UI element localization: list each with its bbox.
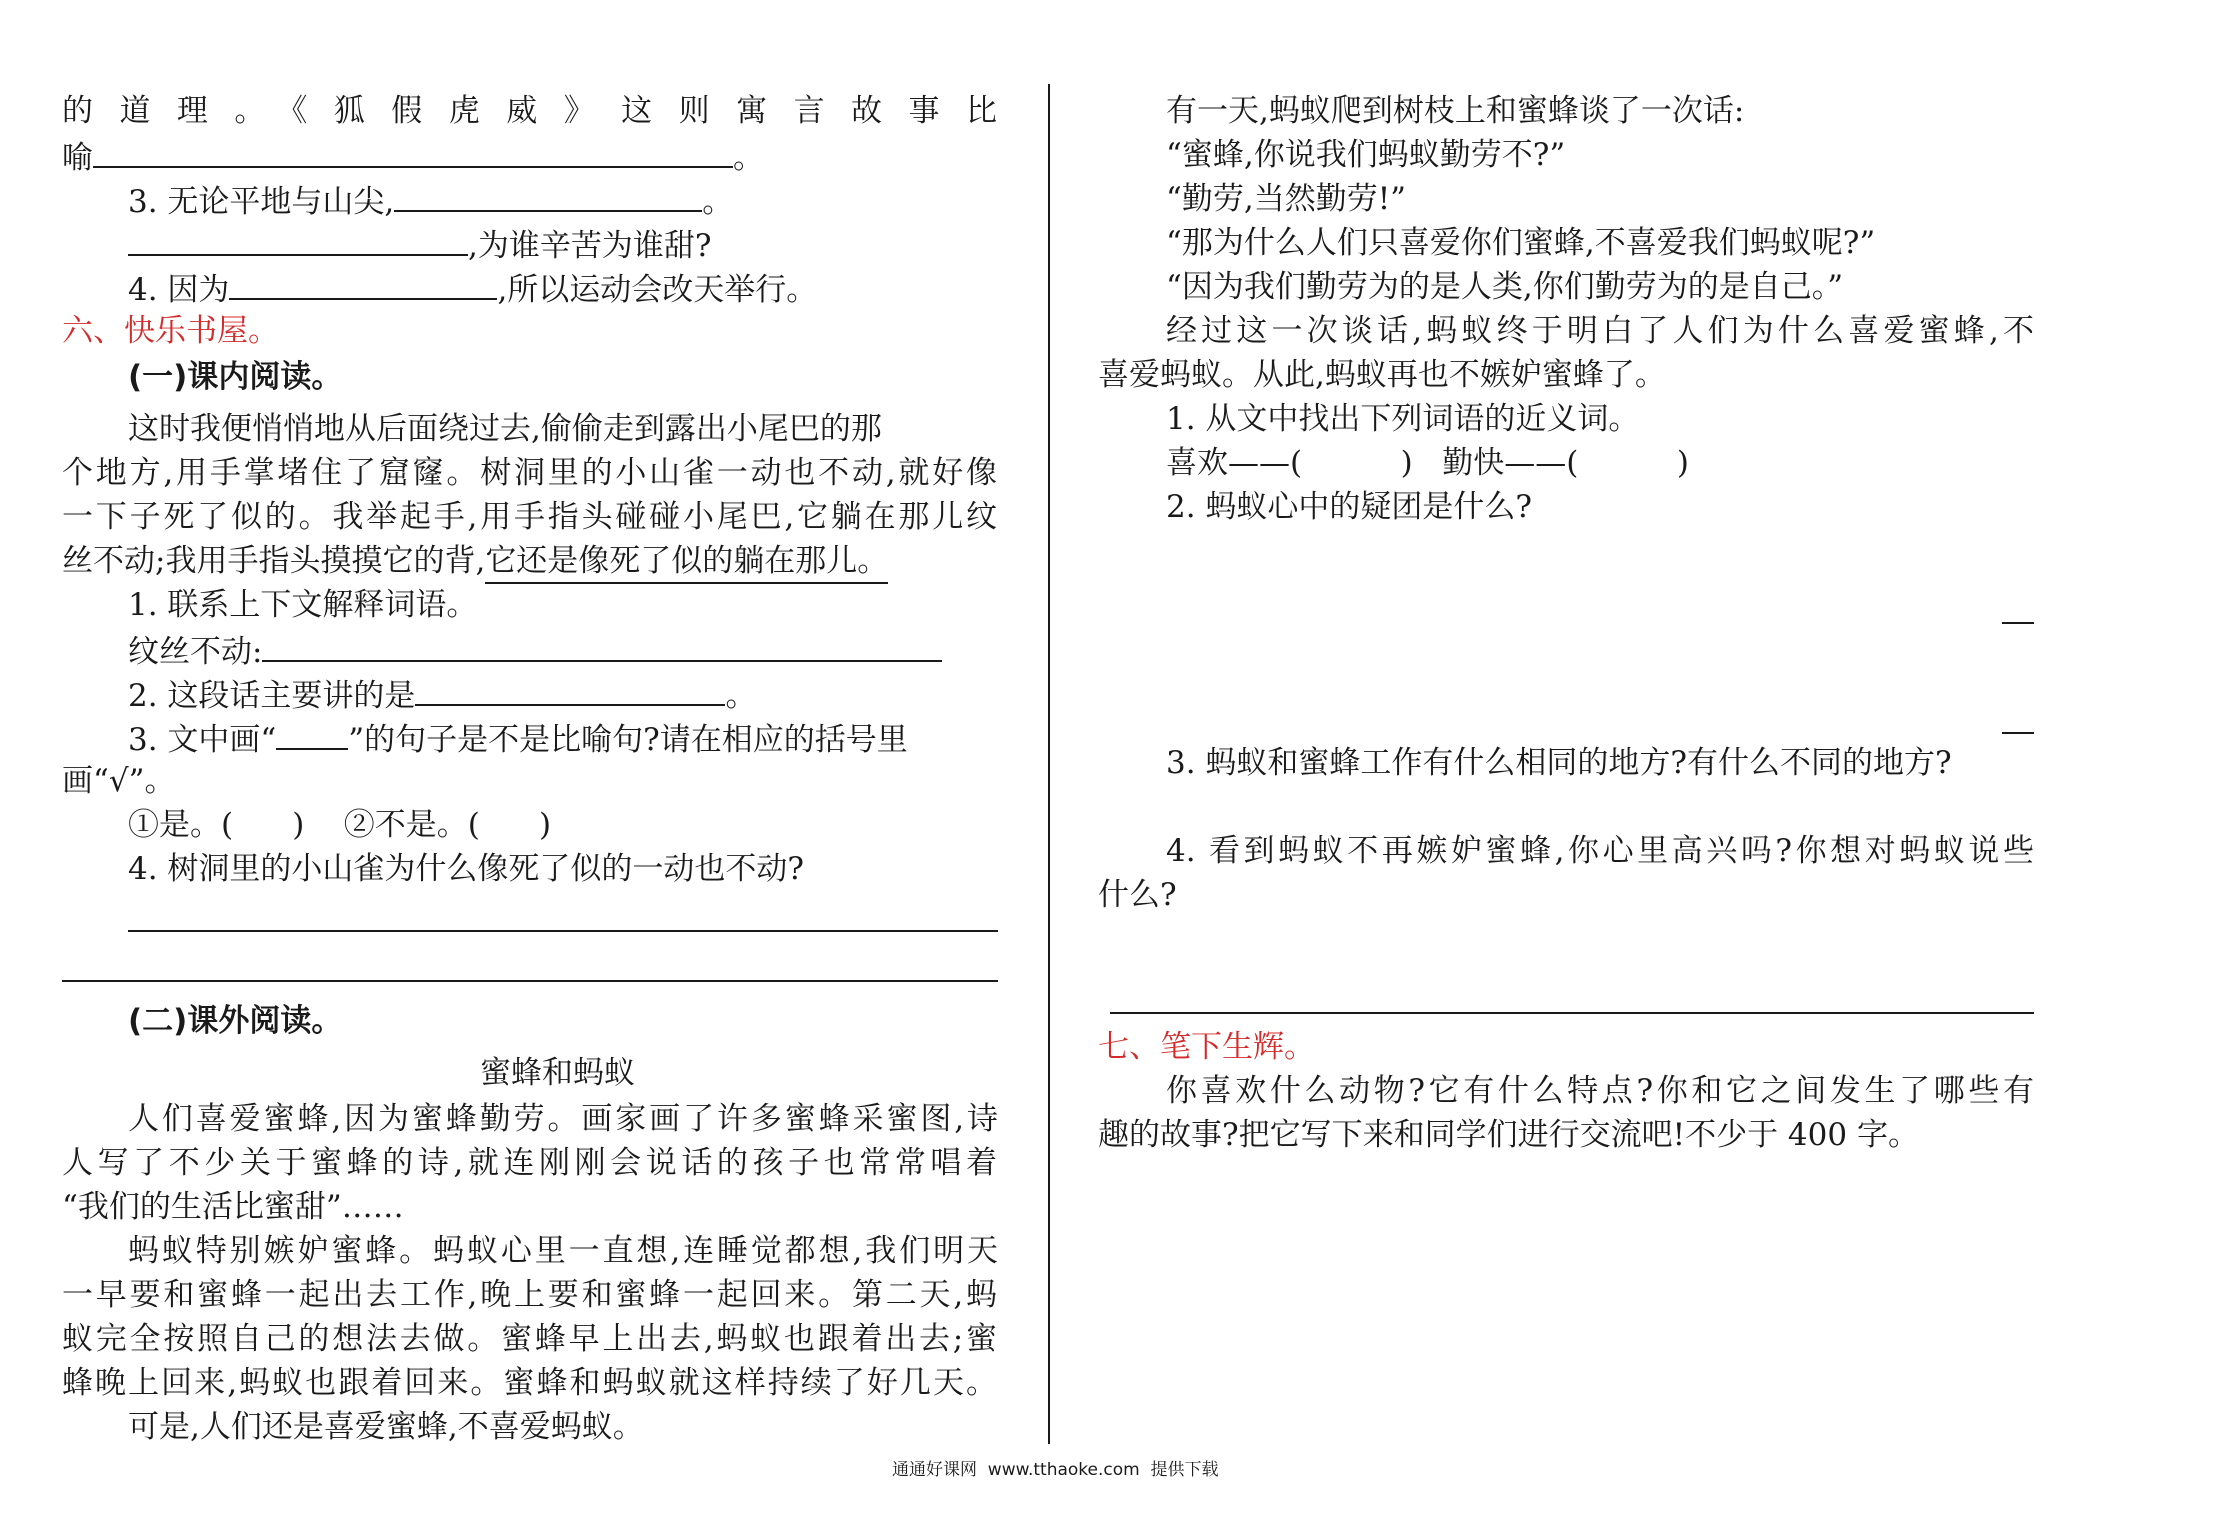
story-line: 一早要和蜜蜂一起出去工作,晚上要和蜜蜂一起回来。第二天,蚂 [62,1277,997,1313]
answer-line[interactable] [2002,622,2034,624]
reading-question-4: 4. 树洞里的小山雀为什么像死了似的一动也不动? [128,851,805,887]
text-fragment: 。 [733,140,764,176]
column-divider [1048,84,1050,1444]
reading-question-3-options[interactable]: ①是。( ) ②不是。( ) [128,807,552,843]
story-line: 蚂蚁特别嫉妒蜜蜂。蚂蚁心里一直想,连睡觉都想,我们明天 [128,1233,998,1269]
passage-line [62,543,889,579]
answer-line[interactable] [2002,732,2034,734]
answer-blank[interactable] [229,272,497,300]
story-title: 蜜蜂和蚂蚁 [480,1055,635,1091]
text-fragment: 丝不动;我用手指头摸摸它的背, [62,543,486,579]
writing-prompt-line: 趣的故事?把它写下来和同学们进行交流吧!不少于 400 字。 [1098,1117,1919,1153]
answer-line[interactable] [1110,1012,2034,1014]
reading-question-2: 2. 蚂蚁心中的疑团是什么? [1166,489,1533,525]
answer-blank[interactable] [128,228,468,256]
reading-question-3 [128,722,908,756]
reading-question-4: 4. 看到蚂蚁不再嫉妒蜜蜂,你心里高兴吗?你想对蚂蚁说些 [1166,833,2034,869]
text-fragment: 3. 无论平地与山尖, [128,184,395,220]
question-3 [128,184,733,218]
story-line: 喜爱蚂蚁。从此,蚂蚁再也不嫉妒蜜蜂了。 [1098,357,1666,393]
left-line-2 [62,140,764,174]
answer-line[interactable] [62,980,998,982]
story-line: 经过这一次谈话,蚂蚁终于明白了人们为什么喜爱蜜蜂,不 [1166,313,2034,349]
story-line: 可是,人们还是喜爱蜜蜂,不喜爱蚂蚁。 [128,1409,644,1445]
answer-line[interactable] [128,930,998,932]
text-fragment: 纹丝不动: [128,634,263,670]
answer-blank[interactable] [262,634,942,662]
reading-question-3-cont: 画“√”。 [62,763,176,799]
text-fragment: 。 [725,678,757,714]
reading-question-1a [128,634,942,668]
text-fragment: ,所以运动会改天举行。 [497,272,818,308]
reading-question-1: 1. 联系上下文解释词语。 [128,587,478,623]
text-fragment: ,为谁辛苦为谁甜? [468,228,712,264]
answer-blank[interactable] [415,678,725,706]
writing-prompt-line: 你喜欢什么动物?它有什么特点?你和它之间发生了哪些有 [1166,1073,2034,1109]
section-6-heading: 六、快乐书屋。 [62,313,279,349]
story-line: 蜂晚上回来,蚂蚁也跟着回来。蜜蜂和蚂蚁就这样持续了好几天。 [62,1365,997,1401]
text-fragment: 。 [702,184,734,220]
underlined-sentence: 它还是像死了似的躺在那儿。 [485,543,888,584]
story-line: 人们喜爱蜜蜂,因为蜜蜂勤劳。画家画了许多蜜蜂采蜜图,诗 [128,1101,998,1137]
passage-line: 一下子死了似的。我举起手,用手指头碰碰小尾巴,它躺在那儿纹 [62,499,997,535]
story-line: “蜜蜂,你说我们蚂蚁勤劳不?” [1166,137,1566,173]
story-line: “因为我们勤劳为的是人类,你们勤劳为的是自己。” [1166,269,1844,305]
footer-credit: 通通好课网 www.tthaoke.com 提供下载 [892,1460,1219,1480]
synonym-blanks[interactable]: 喜欢——( ) 勤快——( ) [1166,445,1690,481]
section-7-heading: 七、笔下生辉。 [1098,1029,1315,1065]
story-line: 蚁完全按照自己的想法去做。蜜蜂早上出去,蚂蚁也跟着出去;蜜 [62,1321,997,1357]
text-fragment: 3. 文中画“ [128,722,277,758]
answer-blank[interactable] [93,140,733,168]
question-4 [128,272,817,306]
text-fragment: 喻 [62,140,93,176]
answer-blank[interactable] [394,184,702,212]
question-3b [128,228,711,262]
reading-question-2 [128,678,756,712]
reading-question-1: 1. 从文中找出下列词语的近义词。 [1166,401,1640,437]
story-line: “那为什么人们只喜爱你们蜜蜂,不喜爱我们蚂蚁呢?” [1166,225,1876,261]
underline-sample [276,722,348,750]
story-line: “勤劳,当然勤劳!” [1166,181,1407,217]
sub-heading-in-class: (一)课内阅读。 [128,359,343,395]
reading-question-3: 3. 蚂蚁和蜜蜂工作有什么相同的地方?有什么不同的地方? [1166,745,1952,781]
passage-line: 个地方,用手掌堵住了窟窿。树洞里的小山雀一动也不动,就好像 [62,455,997,491]
story-line: 人写了不少关于蜜蜂的诗,就连刚刚会说话的孩子也常常唱着 [62,1145,997,1181]
reading-question-4-cont: 什么? [1098,877,1177,913]
left-line-1: 的道理。《狐假虎威》这则寓言故事比 [62,93,997,129]
story-line: “我们的生活比蜜甜”…… [62,1189,404,1225]
passage-line: 这时我便悄悄地从后面绕过去,偷偷走到露出小尾巴的那 [128,411,882,447]
text-fragment: 2. 这段话主要讲的是 [128,678,416,714]
text-fragment: 4. 因为 [128,272,230,308]
text-fragment: ”的句子是不是比喻句?请在相应的括号里 [348,722,908,758]
story-line: 有一天,蚂蚁爬到树枝上和蜜蜂谈了一次话: [1166,93,1745,129]
sub-heading-extra-reading: (二)课外阅读。 [128,1003,343,1039]
